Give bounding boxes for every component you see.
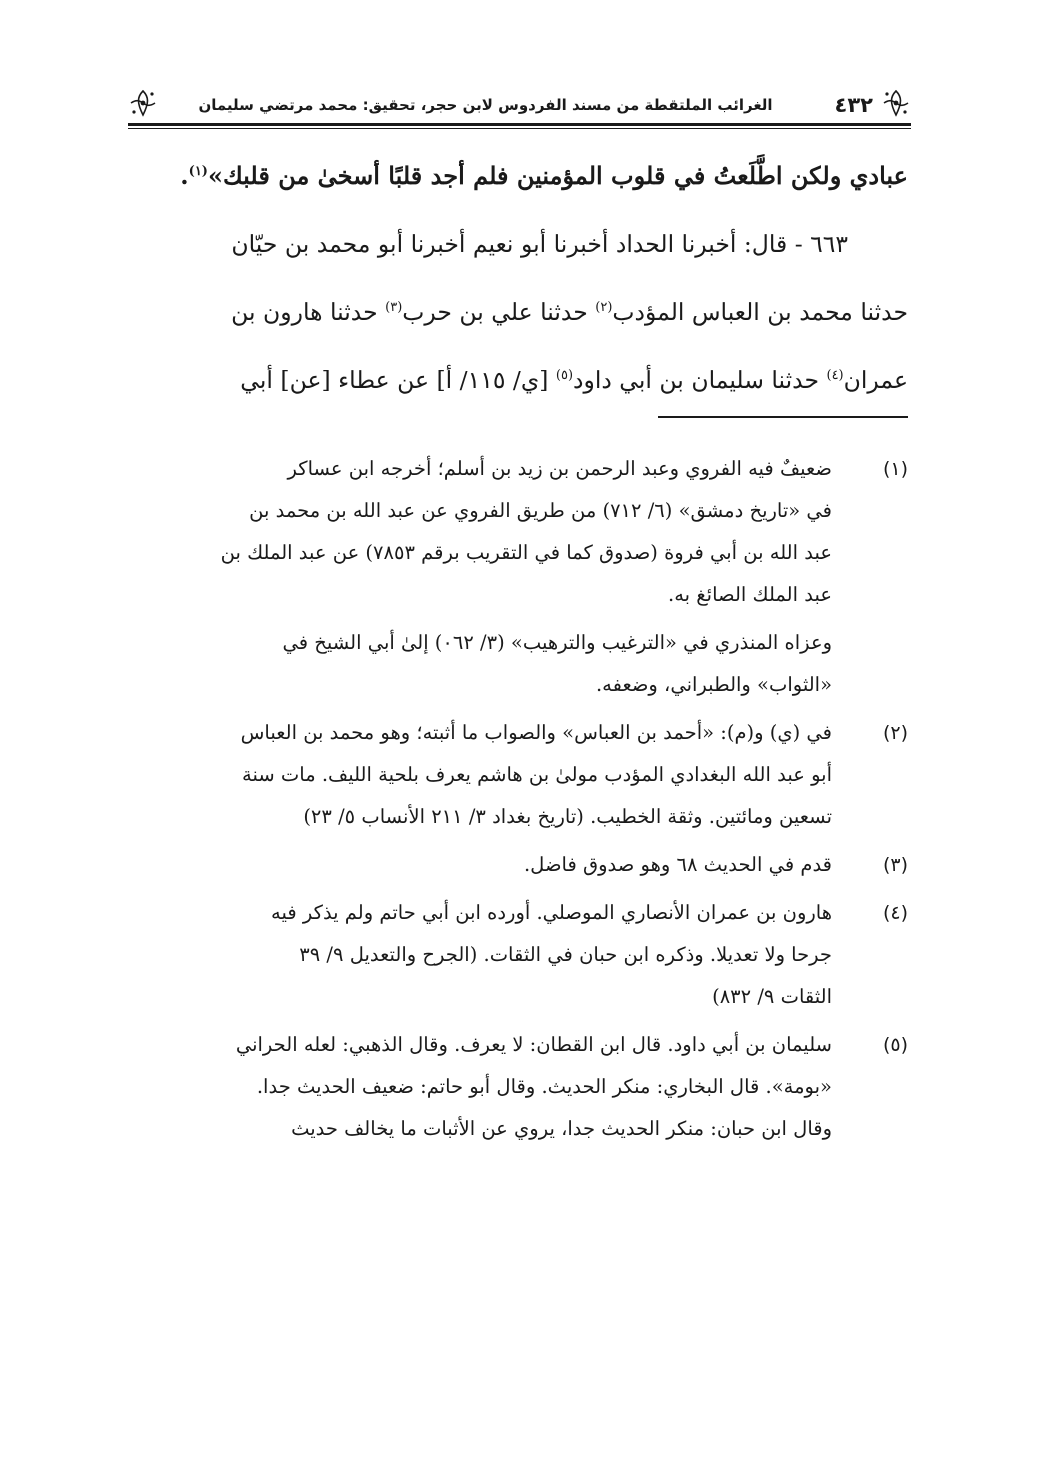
main-text-line-content: عمران bbox=[843, 366, 908, 394]
main-text-line-content: حدثنا سليمان بن أبي داود bbox=[573, 366, 827, 394]
footnote-line: أبو عبد الله البغدادي المؤدب مولىٰ بن هاشم يعرف بلحية الليف. مات سنة bbox=[242, 763, 832, 786]
running-title: الغرائب الملتقطة من مسند الفردوس لابن حجر، تحقيق: محمد مرتضي سليمان bbox=[198, 96, 773, 114]
footnote-line: وقال ابن حبان: منكر الحديث جدا، يروي عن الأثبات ما يخالف حديث bbox=[291, 1117, 832, 1140]
footnote-continuation bbox=[132, 622, 908, 706]
main-text-line bbox=[132, 278, 908, 346]
footnote-ref: (٥) bbox=[555, 368, 574, 384]
footnote-number: (٥) bbox=[882, 1034, 908, 1056]
footnote bbox=[132, 448, 908, 616]
footnote-line: هارون بن عمران الأنصاري الموصلي. أورده ابن أبي حاتم ولم يذكر فيه bbox=[271, 901, 832, 924]
footnote-separator bbox=[658, 416, 908, 418]
floral-ornament-icon bbox=[881, 88, 911, 118]
main-text-line-content: عبادي ولكن اطَّلَعتُ في قلوب المؤمنين فلم أجد قلبًا أسخىٰ من قلبك» bbox=[207, 161, 908, 190]
main-text-line-content: حدثنا علي بن حرب bbox=[402, 298, 596, 326]
footnote bbox=[132, 892, 908, 1018]
main-text-line-content: حدثنا هارون بن bbox=[231, 298, 386, 326]
footnote-line: جرحا ولا تعديلا. وذكره ابن حبان في الثقات. (الجرح والتعديل ٩/ ٣٩ bbox=[299, 943, 832, 966]
footnote-ref: (١) bbox=[188, 164, 208, 179]
footnote bbox=[132, 712, 908, 838]
footnote-number: (١) bbox=[882, 458, 908, 480]
footnote-number: (٢) bbox=[882, 722, 908, 744]
footnote-line: ضعيفٌ فيه الفروي وعبد الرحمن بن زيد بن أسلم؛ أخرجه ابن عساكر bbox=[287, 457, 832, 480]
main-text-line bbox=[132, 346, 908, 414]
page-number: ٤٣٢ bbox=[834, 93, 873, 117]
running-header bbox=[128, 84, 911, 136]
footnote-line: تسعين ومائتين. وثقة الخطيب. (تاريخ بغداد ٣/ ٢١١ الأنساب ٥/ ٢٣) bbox=[303, 805, 832, 828]
footnote-number: (٤) bbox=[882, 902, 908, 924]
footnote-line: عبد الملك الصائغ به. bbox=[668, 583, 832, 606]
header-rule-thick bbox=[128, 123, 911, 126]
footnotes bbox=[132, 448, 908, 1156]
footnote-line: وعزاه المنذري في «الترغيب والترهيب» (٣/ ٠٦٢) إلىٰ أبي الشيخ في bbox=[282, 631, 832, 654]
footnote-line: في «تاريخ دمشق» (٦/ ٧١٢) من طريق الفروي عن عبد الله بن محمد بن bbox=[249, 499, 832, 522]
header-rule-thin bbox=[128, 128, 911, 129]
main-text-line bbox=[132, 142, 908, 210]
footnote bbox=[132, 844, 908, 886]
footnote-line: الثقات ٩/ ٨٣٢) bbox=[712, 985, 832, 1008]
main-text-line-content: [ي/ ١١٥/ أ] عن عطاء [عن] أبي bbox=[240, 366, 556, 394]
main-text bbox=[132, 142, 908, 414]
footnote-line: في (ي) و(م): «أحمد بن العباس» والصواب ما أثبته؛ وهو محمد بن العباس bbox=[240, 721, 832, 744]
footnote-ref: (٢) bbox=[595, 300, 613, 316]
footnote-line: «الثواب» والطبراني، وضعفه. bbox=[595, 673, 832, 696]
footnote-line: سليمان بن أبي داود. قال ابن القطان: لا يعرف. وقال الذهبي: لعله الحراني bbox=[235, 1033, 832, 1056]
footnote-line: قدم في الحديث ٦٨ وهو صدوق فاضل. bbox=[523, 853, 832, 876]
main-text-line-content: . bbox=[180, 161, 189, 190]
footnote-ref: (٤) bbox=[826, 368, 844, 384]
footnote-number: (٣) bbox=[882, 854, 908, 876]
floral-ornament-icon bbox=[128, 88, 158, 118]
main-text-line-content: حدثنا محمد بن العباس المؤدب bbox=[612, 298, 908, 326]
footnote-ref: (٣) bbox=[385, 300, 403, 316]
footnote bbox=[132, 1024, 908, 1150]
footnote-line: «بومة». قال البخاري: منكر الحديث. وقال أبو حاتم: ضعيف الحديث جدا. bbox=[256, 1075, 832, 1098]
footnote-line: عبد الله بن أبي فروة (صدوق كما في التقريب برقم ٧٨٥٣) عن عبد الملك بن bbox=[220, 541, 832, 564]
main-text-line: ٦٦٣ - قال: أخبرنا الحداد أخبرنا أبو نعيم أخبرنا أبو محمد بن حيّان bbox=[231, 230, 848, 258]
